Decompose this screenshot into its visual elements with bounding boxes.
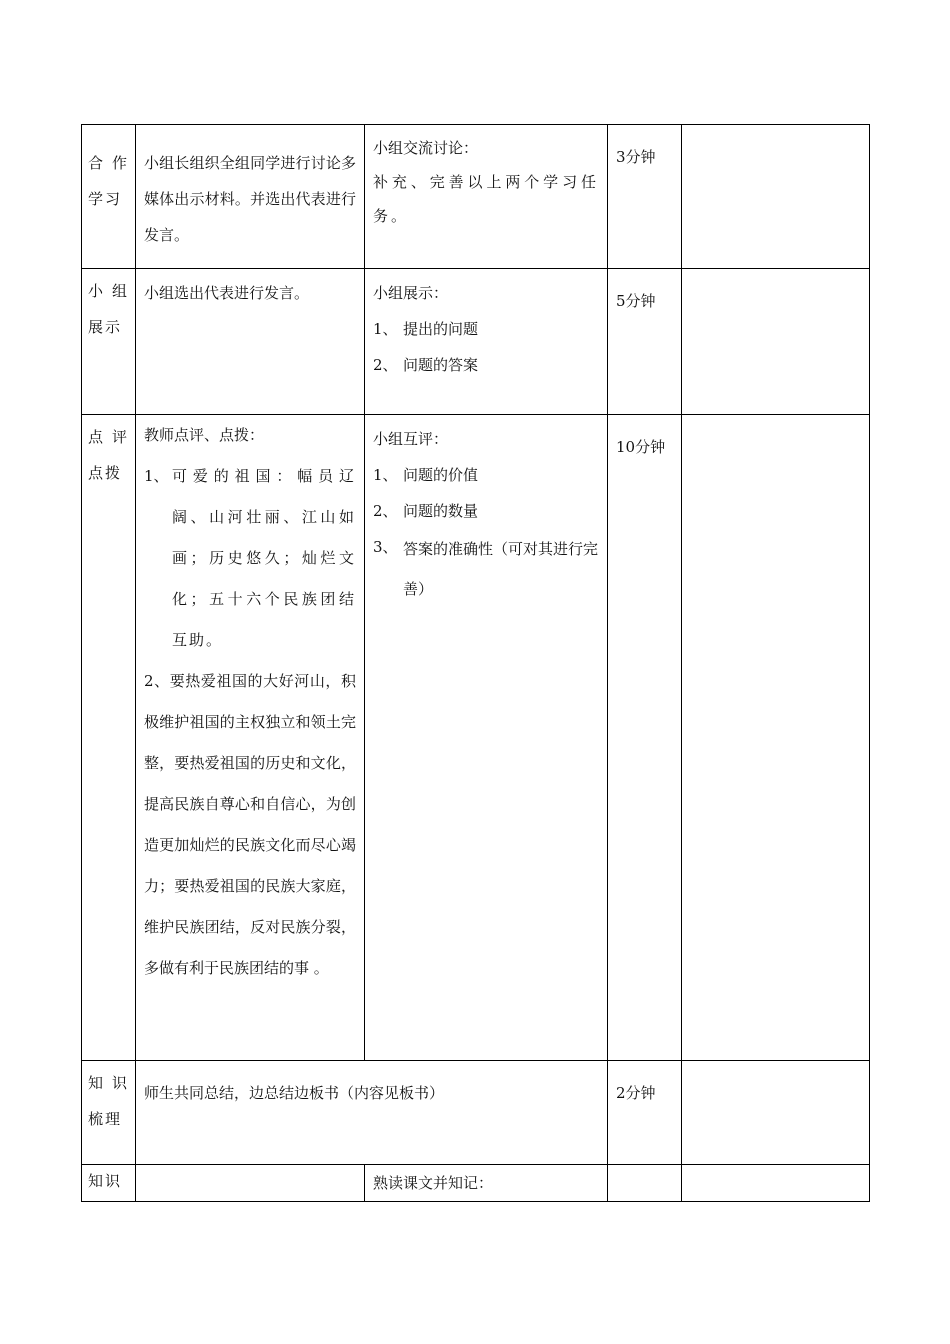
teacher-point-1 <box>144 456 356 661</box>
list-item-text: 问题的数量 <box>403 502 479 520</box>
list-item-text: 提出的问题 <box>403 320 479 338</box>
stage-cell: 点评点拨 <box>82 415 136 1061</box>
teacher-activity-cell <box>136 415 365 1061</box>
stage-cell: 知识梳理 <box>82 1061 136 1165</box>
teacher-activity-cell <box>136 1165 365 1202</box>
student-activity-title: 小组展示： <box>373 284 449 302</box>
student-activity-text: 补充、完善以上两个学习任务。 <box>373 173 599 225</box>
stage-cell: 小组展示 <box>82 269 136 415</box>
teacher-point-2: 2、要热爱祖国的大好河山，积极维护祖国的主权独立和领土完整，要热爱祖国的历史和文化，提高民族自尊心和自信心，为创造更加灿烂的民族文化而尽心竭力；要热爱祖国的民族大家庭，维护民族团结，反对民族分裂，多做有利于民族团结的事 。 <box>144 672 356 977</box>
teacher-activity-cell: 小组长组织全组同学进行讨论多媒体出示材料。并选出代表进行发言。 <box>136 125 365 269</box>
student-activity-cell <box>365 1165 608 1202</box>
list-item <box>373 311 599 347</box>
student-activity-list <box>373 311 599 383</box>
teacher-point-1-number: 1、 <box>144 467 169 485</box>
table-row <box>82 1061 870 1165</box>
list-item-number: 1、 <box>373 320 398 338</box>
table-row <box>82 125 870 269</box>
student-activity-cell <box>365 269 608 415</box>
time-cell: 3分钟 <box>608 125 682 269</box>
student-activity-list <box>373 457 599 609</box>
time-cell: 2分钟 <box>608 1061 682 1165</box>
notes-cell <box>682 269 870 415</box>
stage-cell: 知识 <box>82 1165 136 1202</box>
list-item-text: 问题的答案 <box>403 356 479 374</box>
table-row <box>82 1165 870 1202</box>
stage-cell: 合作学习 <box>82 125 136 269</box>
teacher-activity-title: 教师点评、点拨： <box>144 426 265 444</box>
list-item-number: 2、 <box>373 356 398 374</box>
list-item-text: 问题的价值 <box>403 466 479 484</box>
table-row <box>82 269 870 415</box>
teacher-activity-cell: 小组选出代表进行发言。 <box>136 269 365 415</box>
summary-cell: 师生共同总结，边总结边板书（内容见板书） <box>136 1061 608 1165</box>
lesson-plan-table <box>81 124 870 1202</box>
student-activity-title: 小组交流讨论： <box>373 139 479 157</box>
notes-cell <box>682 125 870 269</box>
list-item <box>373 529 599 609</box>
student-activity-title: 小组互评： <box>373 430 449 448</box>
list-item <box>373 493 599 529</box>
list-item <box>373 347 599 383</box>
student-activity-title: 熟读课文并知记： <box>373 1174 494 1192</box>
list-item <box>373 457 599 493</box>
table-row <box>82 415 870 1061</box>
list-item-text: 答案的准确性（可对其进行完善） <box>403 540 599 598</box>
student-activity-cell <box>365 415 608 1061</box>
notes-cell <box>682 1165 870 1202</box>
notes-cell <box>682 415 870 1061</box>
time-cell: 10分钟 <box>608 415 682 1061</box>
list-item-number: 2、 <box>373 502 398 520</box>
list-item-number: 1、 <box>373 466 398 484</box>
student-activity-cell <box>365 125 608 269</box>
notes-cell <box>682 1061 870 1165</box>
teacher-point-1-text: 可爱的祖国：幅员辽阔、山河壮丽、江山如画；历史悠久；灿烂文化；五十六个民族团结互助。 <box>172 467 356 649</box>
time-cell <box>608 1165 682 1202</box>
time-cell: 5分钟 <box>608 269 682 415</box>
list-item-number: 3、 <box>373 538 398 556</box>
